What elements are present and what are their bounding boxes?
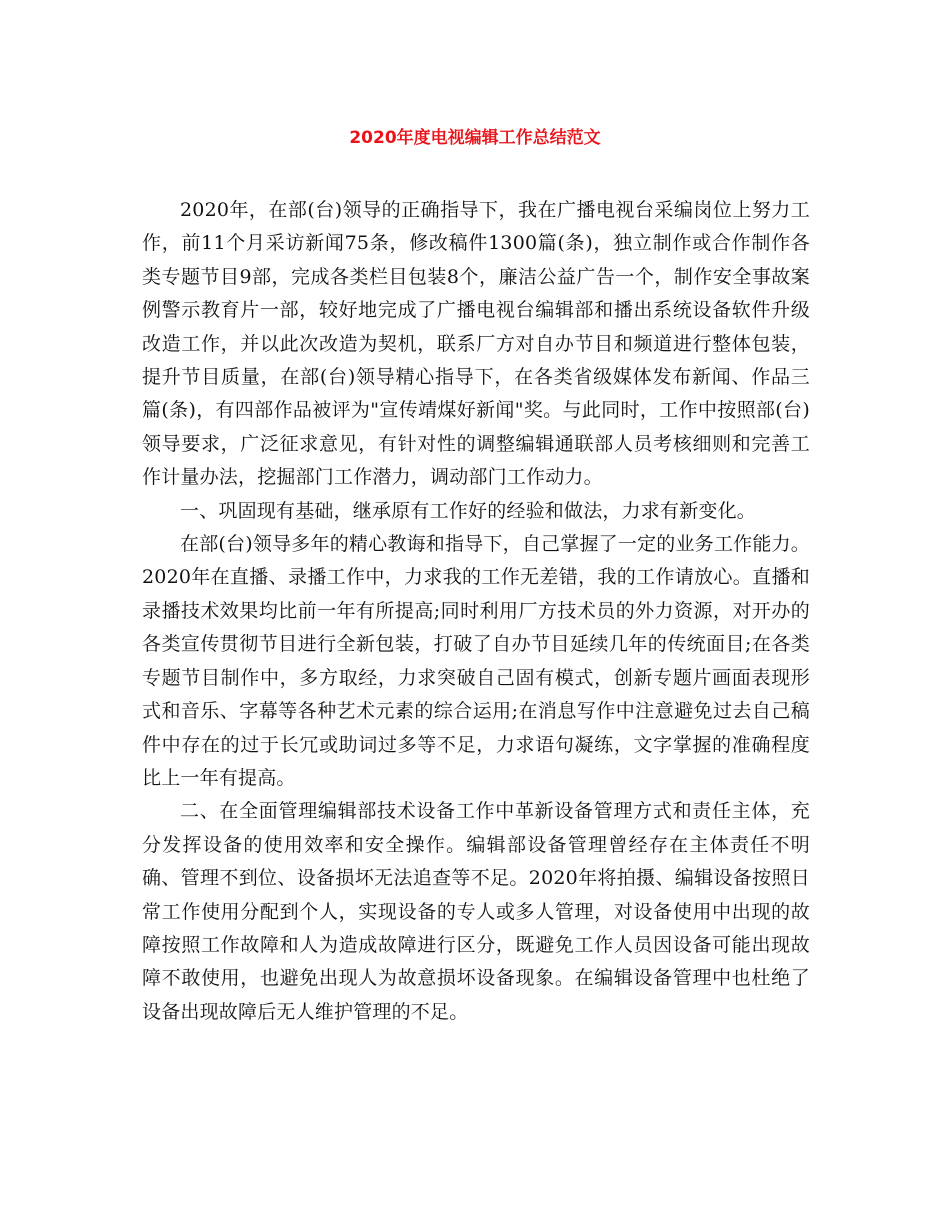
document-body <box>142 194 810 1029</box>
paragraph-intro: 2020年，在部(台)领导的正确指导下，我在广播电视台采编岗位上努力工作，前11个月采访新闻75条，修改稿件1300篇(条)，独立制作或合作制作各类专题节目9部，完成各类栏目包装8个，廉洁公益广告一个，制作安全事故案例警示教育片一部，较好地完成了广播电视台编辑部和播出系统设备软件升级改造工作，并以此次改造为契机，联系厂方对自办节目和频道进行整体包装，提升节目质量，在部(台)领导精心指导下，在各类省级媒体发布新闻、作品三篇(条)，有四部作品被评为"宣传靖煤好新闻"奖。与此同时，工作中按照部(台)领导要求，广泛征求意见，有针对性的调整编辑通联部人员考核细则和完善工作计量办法，挖掘部门工作潜力，调动部门工作动力。 <box>142 199 810 489</box>
paragraph-section-one-heading: 一、巩固现有基础，继承原有工作好的经验和做法，力求有新变化。 <box>180 499 757 522</box>
paragraph-section-one-body: 在部(台)领导多年的精心教诲和指导下，自己掌握了一定的业务工作能力。2020年在直播、录播工作中，力求我的工作无差错，我的工作请放心。直播和录播技术效果均比前一年有所提高;同时利用厂方技术员的外力资源，对开办的各类宣传贯彻节目进行全新包装，打破了自办节目延续几年的传统面目;在各类专题节目制作中，多方取经，力求突破自己固有模式，创新专题片画面表现形式和音乐、字幕等各种艺术元素的综合运用;在消息写作中注意避免过去自己稿件中存在的过于长冗或助词过多等不足，力求语句凝练，文字掌握的准确程度比上一年有提高。 <box>142 533 810 789</box>
paragraph-section-two: 二、在全面管理编辑部技术设备工作中革新设备管理方式和责任主体，充分发挥设备的使用效率和安全操作。编辑部设备管理曾经存在主体责任不明确、管理不到位、设备损坏无法追查等不足。2020年将拍摄、编辑设备按照日常工作使用分配到个人，实现设备的专人或多人管理，对设备使用中出现的故障按照工作故障和人为造成故障进行区分，既避免工作人员因设备可能出现故障不敢使用，也避免出现人为故意损坏设备现象。在编辑设备管理中也杜绝了设备出现故障后无人维护管理的不足。 <box>142 800 810 1023</box>
document-title: 2020年度电视编辑工作总结范文 <box>349 128 601 148</box>
